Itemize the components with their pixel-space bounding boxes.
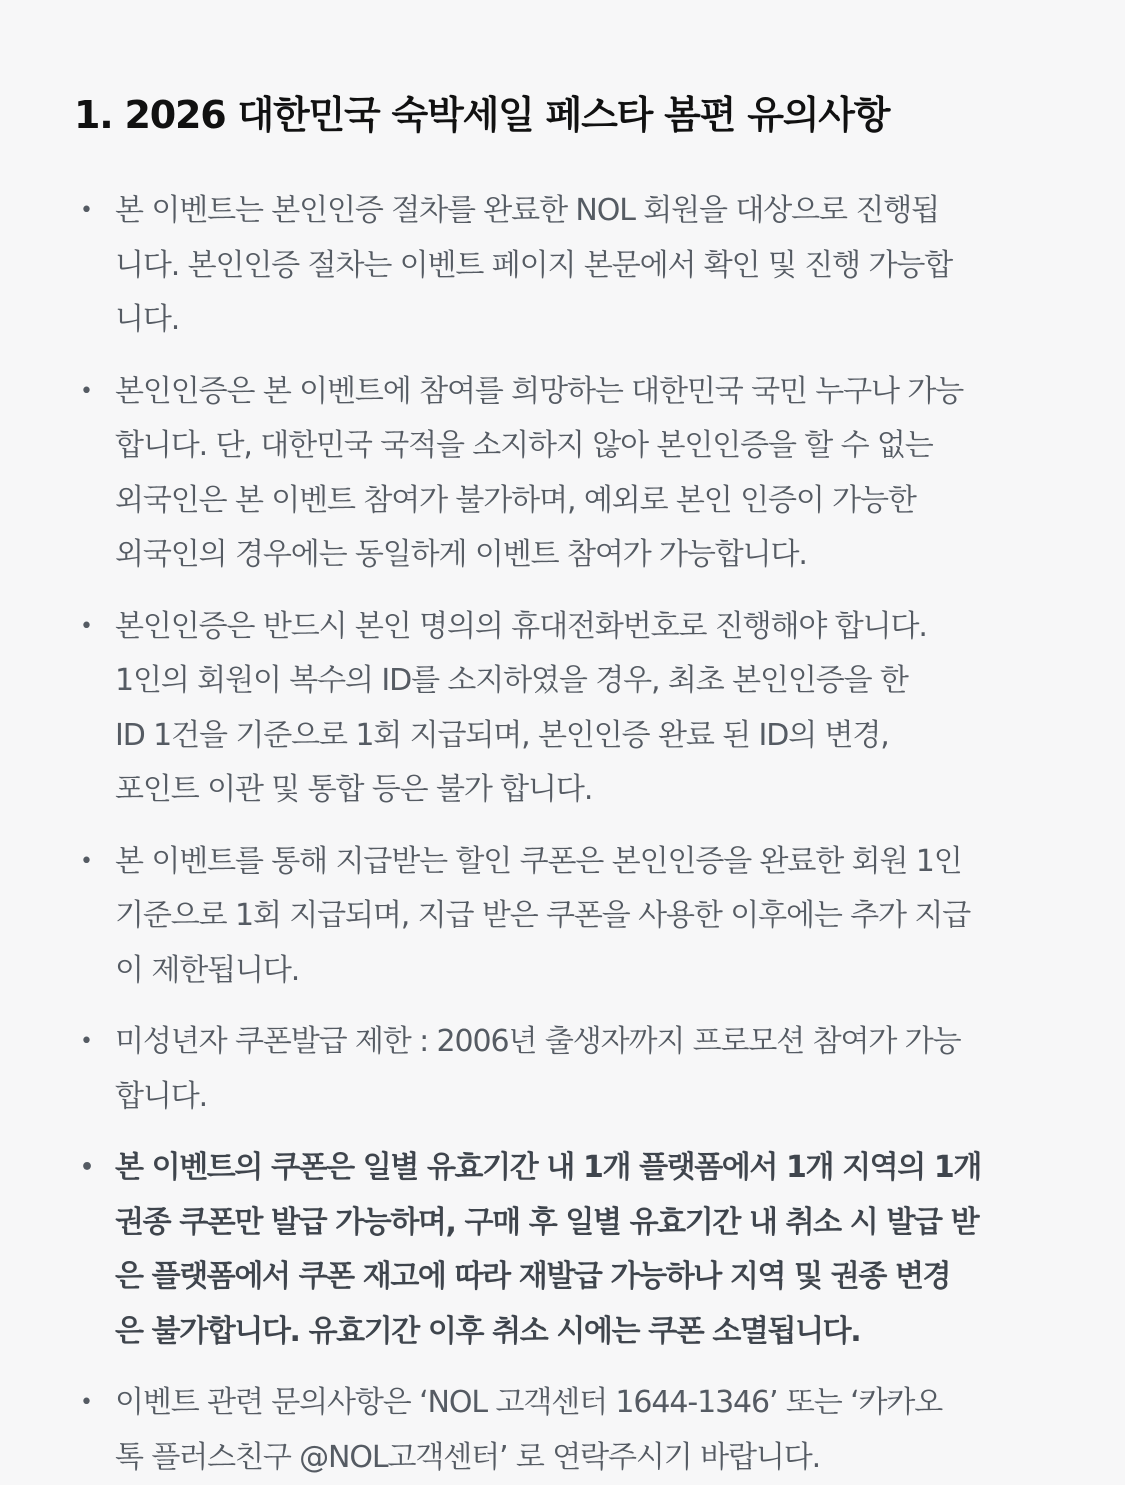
notice-line: 니다. [115,293,1063,348]
notice-line: • 본 이벤트는 본인인증 절차를 완료한 NOL 회원을 대상으로 진행됩 [115,184,1063,239]
notice-line: 1인의 회원이 복수의 ID를 소지하였을 경우, 최초 본인인증을 한 [115,654,1063,709]
notice-list [74,184,1063,1485]
notice-line: 합니다. [115,1070,1063,1125]
notice-item-phone-verification [74,600,1063,818]
notice-title: 1. 2026 대한민국 숙박세일 페스타 봄편 유의사항 [74,88,1063,142]
notice-line: • 이벤트 관련 문의사항은 ‘NOL 고객센터 1644-1346’ 또는 ‘카카오 [115,1376,1063,1431]
notice-line: 외국인은 본 이벤트 참여가 불가하며, 예외로 본인 인증이 가능한 [115,474,1063,529]
notice-line: 니다. 본인인증 절차는 이벤트 페이지 본문에서 확인 및 진행 가능합 [115,239,1063,294]
notice-line: • 본 이벤트를 통해 지급받는 할인 쿠폰은 본인인증을 완료한 회원 1인 [115,835,1063,890]
notice-line: 은 불가합니다. 유효기간 이후 취소 시에는 쿠폰 소멸됩니다. [115,1305,1063,1360]
notice-item-minor-restriction [74,1015,1063,1124]
notice-line: 권종 쿠폰만 발급 가능하며, 구매 후 일별 유효기간 내 취소 시 발급 받 [115,1196,1063,1251]
notice-item-coupon-platform-rule [74,1141,1063,1359]
notice-line: ID 1건을 기준으로 1회 지급되며, 본인인증 완료 된 ID의 변경, [115,709,1063,764]
notice-line: 이 제한됩니다. [115,944,1063,999]
notice-line: 은 플랫폼에서 쿠폰 재고에 따라 재발급 가능하나 지역 및 권종 변경 [115,1250,1063,1305]
notice-line: 톡 플러스친구 @NOL고객센터’ 로 연락주시기 바랍니다. [115,1431,1063,1485]
notice-line: 기준으로 1회 지급되며, 지급 받은 쿠폰을 사용한 이후에는 추가 지급 [115,889,1063,944]
notice-line: 외국인의 경우에는 동일하게 이벤트 참여가 가능합니다. [115,528,1063,583]
notice-line: • 본인인증은 반드시 본인 명의의 휴대전화번호로 진행해야 합니다. [115,600,1063,655]
notice-line: • 본인인증은 본 이벤트에 참여를 희망하는 대한민국 국민 누구나 가능 [115,365,1063,420]
notice-item-identity-verification [74,184,1063,348]
notice-item-customer-service [74,1376,1063,1485]
notice-line: 합니다. 단, 대한민국 국적을 소지하지 않아 본인인증을 할 수 없는 [115,419,1063,474]
notice-item-coupon-limit [74,835,1063,999]
notice-item-eligibility [74,365,1063,583]
notice-line: 포인트 이관 및 통합 등은 불가 합니다. [115,763,1063,818]
notice-line: • 본 이벤트의 쿠폰은 일별 유효기간 내 1개 플랫폼에서 1개 지역의 1개 [115,1141,1063,1196]
notice-line: • 미성년자 쿠폰발급 제한 : 2006년 출생자까지 프로모션 참여가 가능 [115,1015,1063,1070]
